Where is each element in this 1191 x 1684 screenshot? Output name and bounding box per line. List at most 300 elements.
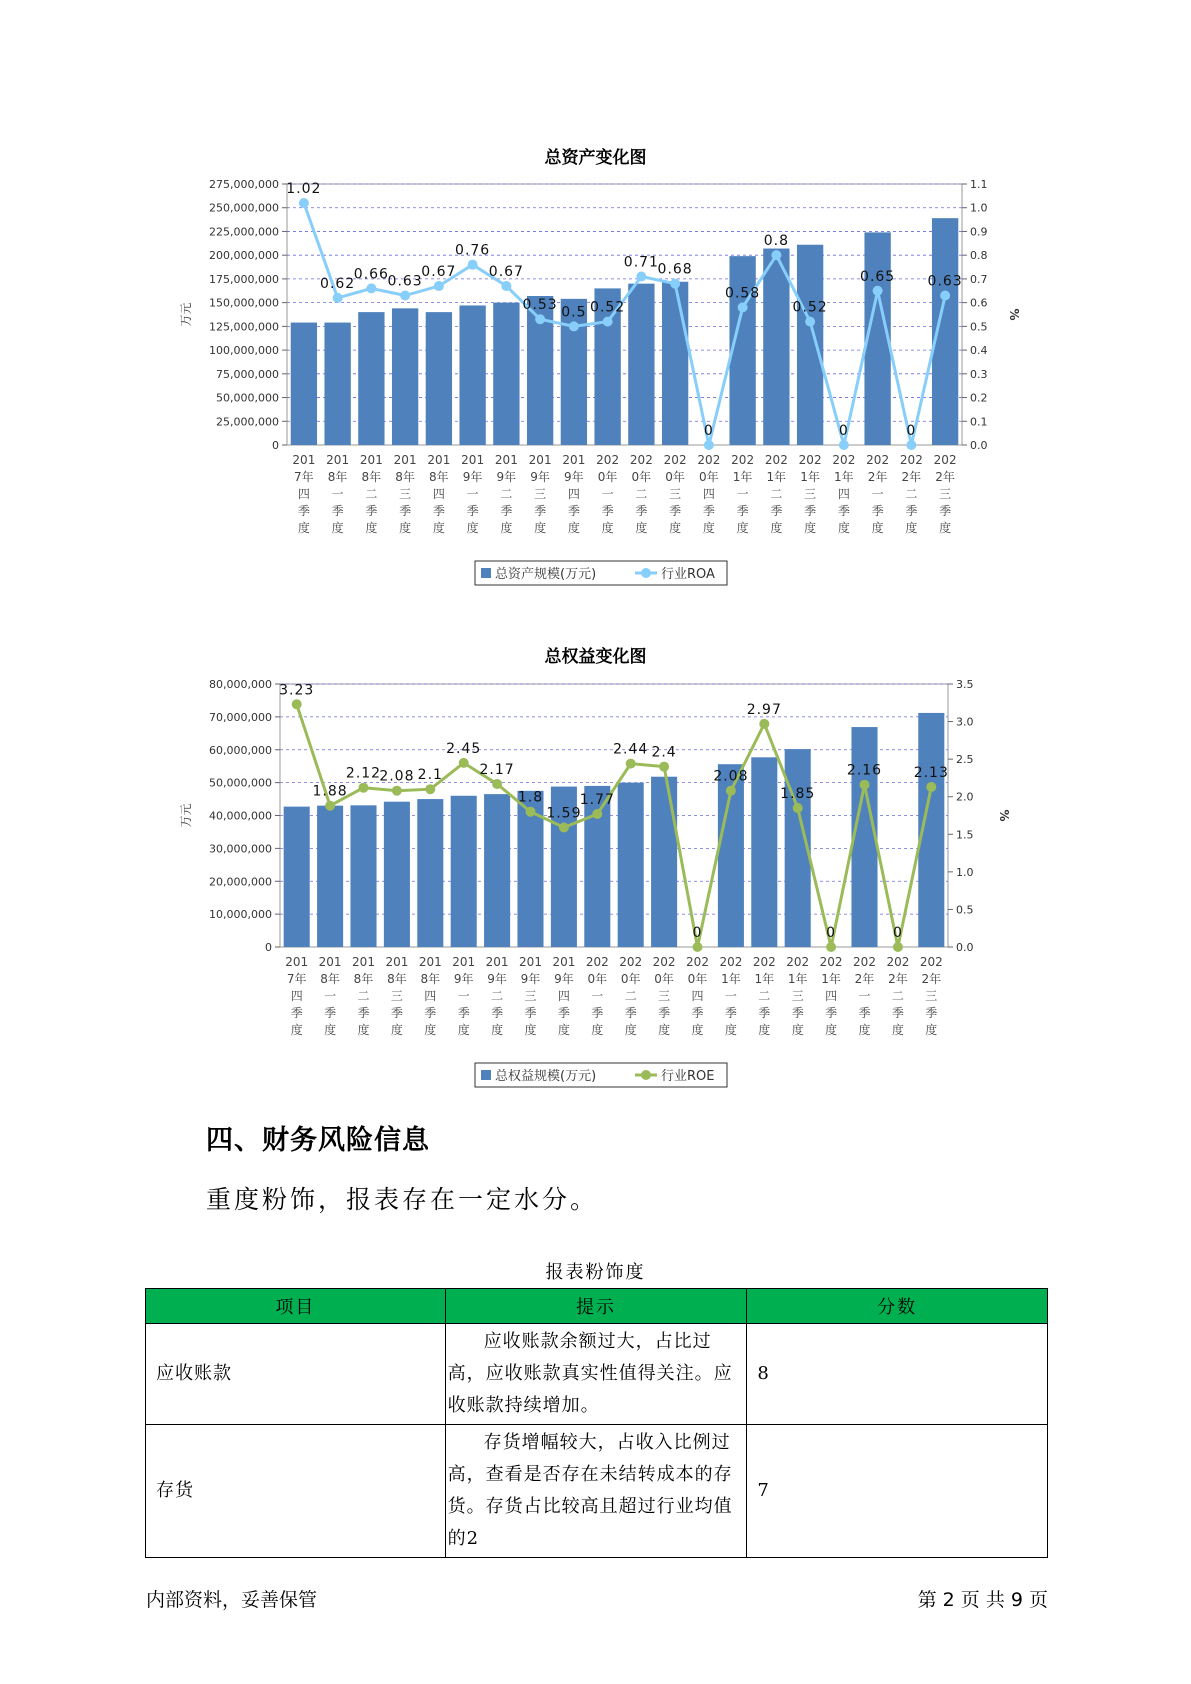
category-label: 季 xyxy=(457,1006,470,1020)
category-label: 201 xyxy=(562,453,586,467)
category-label: 9年 xyxy=(520,972,541,986)
category-label: 202 xyxy=(764,453,788,467)
bar xyxy=(493,303,519,445)
category-label: 季 xyxy=(297,504,310,518)
category-label: 季 xyxy=(770,504,783,518)
data-label: 2.44 xyxy=(613,741,649,758)
category-label: 季 xyxy=(724,1006,737,1020)
bar xyxy=(763,249,789,445)
left-tick-label: 10,000,000 xyxy=(209,908,272,922)
category-label: 8年 xyxy=(353,972,374,986)
category-label: 季 xyxy=(324,1006,337,1020)
data-label: 0.58 xyxy=(725,285,761,302)
assets-chart-svg xyxy=(0,170,1191,590)
data-label: 2.1 xyxy=(417,767,443,784)
line-point xyxy=(636,272,646,282)
bar xyxy=(384,802,410,947)
category-label: 202 xyxy=(697,453,721,467)
data-label: 0.71 xyxy=(623,254,659,271)
right-tick-label: 0.4 xyxy=(970,344,988,358)
left-tick-label: 60,000,000 xyxy=(209,743,272,757)
data-label: 3.23 xyxy=(279,682,315,699)
category-label: 一 xyxy=(457,989,470,1003)
category-label: 202 xyxy=(752,955,776,969)
category-label: 9年 xyxy=(496,470,517,484)
category-label: 度 xyxy=(658,1023,671,1037)
line-point xyxy=(839,440,849,450)
category-label: 季 xyxy=(365,504,378,518)
line-point xyxy=(738,302,748,312)
data-label: 2.12 xyxy=(345,765,382,782)
category-label: 度 xyxy=(905,521,918,535)
category-label: 202 xyxy=(686,955,709,969)
category-label: 201 xyxy=(393,453,417,467)
category-label: 度 xyxy=(635,521,648,535)
category-label: 三 xyxy=(804,487,817,501)
left-tick-label: 50,000,000 xyxy=(209,776,272,790)
bar xyxy=(350,805,376,947)
category-label: 度 xyxy=(424,1023,437,1037)
right-tick-label: 0.5 xyxy=(970,320,988,334)
right-tick-label: 0.8 xyxy=(970,249,988,263)
category-label: 度 xyxy=(858,1023,871,1037)
left-tick-label: 225,000,000 xyxy=(209,225,279,239)
row-score: 7 xyxy=(747,1425,1048,1558)
line-point xyxy=(559,823,569,833)
category-label: 2年 xyxy=(935,470,955,484)
category-label: 度 xyxy=(837,521,850,535)
column-header-hint: 提示 xyxy=(445,1289,747,1324)
data-label: 0.53 xyxy=(522,297,558,314)
right-tick-label: 0.3 xyxy=(970,367,988,381)
equity-chart-svg xyxy=(0,670,1191,1090)
line-point xyxy=(659,762,669,772)
line-point xyxy=(626,759,636,769)
category-label: 202 xyxy=(886,955,910,969)
category-label: 201 xyxy=(318,955,342,969)
right-tick-label: 0.1 xyxy=(970,415,988,429)
plot-area xyxy=(280,684,948,947)
category-label: 三 xyxy=(669,487,682,501)
category-label: 季 xyxy=(804,504,817,518)
line-point xyxy=(926,782,936,792)
data-label: 0 xyxy=(826,925,837,941)
right-tick-label: 2.0 xyxy=(956,790,974,804)
category-label: 度 xyxy=(770,521,783,535)
line-point xyxy=(793,803,803,813)
category-label: 三 xyxy=(791,989,804,1003)
category-label: 9年 xyxy=(530,470,550,484)
category-label: 二 xyxy=(624,989,637,1003)
category-label: 度 xyxy=(925,1023,938,1037)
category-label: 202 xyxy=(663,453,687,467)
category-label: 1年 xyxy=(766,470,787,484)
line-point xyxy=(906,440,916,450)
right-tick-label: 0.7 xyxy=(970,272,988,286)
left-tick-label: 0 xyxy=(272,439,279,452)
right-axis-unit: % xyxy=(1007,308,1021,321)
left-tick-label: 0 xyxy=(265,941,272,954)
left-tick-label: 125,000,000 xyxy=(209,320,279,334)
category-label: 202 xyxy=(853,955,876,969)
category-label: 季 xyxy=(491,1006,504,1020)
line-point xyxy=(492,779,502,789)
category-label: 季 xyxy=(524,1006,537,1020)
category-label: 季 xyxy=(736,504,749,518)
left-tick-label: 275,000,000 xyxy=(209,178,279,191)
category-label: 季 xyxy=(432,504,445,518)
left-tick-label: 20,000,000 xyxy=(209,875,272,889)
category-label: 度 xyxy=(939,521,952,535)
category-label: 度 xyxy=(500,521,513,535)
data-label: 1.02 xyxy=(286,180,322,197)
category-label: 201 xyxy=(285,955,309,969)
category-label: 度 xyxy=(758,1023,771,1037)
category-label: 201 xyxy=(326,453,350,467)
equity-chart xyxy=(0,670,1191,1090)
right-tick-label: 1.0 xyxy=(956,865,974,879)
category-label: 度 xyxy=(290,1023,303,1037)
category-label: 9年 xyxy=(453,972,474,986)
line-point xyxy=(873,286,883,296)
category-label: 202 xyxy=(596,453,620,467)
footer-page-number: 第 2 页 共 9 页 xyxy=(917,1589,1048,1611)
category-label: 四 xyxy=(837,487,850,501)
legend-line-marker xyxy=(641,1070,651,1080)
right-axis-unit: % xyxy=(997,809,1011,822)
category-label: 季 xyxy=(858,1006,871,1020)
category-label: 201 xyxy=(359,453,383,467)
category-label: 季 xyxy=(424,1006,437,1020)
section-heading: 四、财务风险信息 xyxy=(206,1125,430,1156)
category-label: 一 xyxy=(858,989,871,1003)
category-label: 二 xyxy=(500,487,513,501)
data-label: 2.4 xyxy=(651,744,677,761)
left-tick-label: 150,000,000 xyxy=(209,296,279,310)
category-label: 一 xyxy=(724,989,737,1003)
category-label: 度 xyxy=(557,1023,570,1037)
category-label: 202 xyxy=(652,955,676,969)
category-label: 7年 xyxy=(286,972,307,986)
category-label: 季 xyxy=(567,504,580,518)
line-point xyxy=(940,291,950,301)
line-point xyxy=(333,293,343,303)
legend-bar-swatch xyxy=(481,1070,491,1080)
line-point xyxy=(400,291,410,301)
right-tick-label: 3.0 xyxy=(956,715,974,729)
data-label: 2.08 xyxy=(713,768,749,785)
category-label: 201 xyxy=(528,453,552,467)
line-point xyxy=(771,250,781,260)
left-tick-label: 175,000,000 xyxy=(209,272,279,286)
category-label: 201 xyxy=(385,955,409,969)
category-label: 8年 xyxy=(361,470,382,484)
bar xyxy=(324,323,350,445)
left-tick-label: 75,000,000 xyxy=(216,367,279,381)
category-label: 201 xyxy=(352,955,375,969)
bar xyxy=(291,323,317,445)
category-label: 二 xyxy=(357,989,370,1003)
line-point xyxy=(704,440,714,450)
category-label: 度 xyxy=(591,1023,604,1037)
left-tick-label: 50,000,000 xyxy=(216,391,279,405)
bar xyxy=(426,312,452,445)
category-label: 二 xyxy=(770,487,783,501)
data-label: 0.68 xyxy=(657,261,693,278)
category-label: 202 xyxy=(919,955,943,969)
category-label: 季 xyxy=(591,1006,604,1020)
category-label: 四 xyxy=(290,989,303,1003)
category-label: 度 xyxy=(624,1023,637,1037)
category-label: 度 xyxy=(466,521,479,535)
category-label: 202 xyxy=(786,955,810,969)
category-label: 9年 xyxy=(487,972,507,986)
category-label: 202 xyxy=(819,955,843,969)
category-label: 202 xyxy=(798,453,822,467)
line-point xyxy=(592,809,602,819)
category-label: 度 xyxy=(736,521,749,535)
category-label: 季 xyxy=(791,1006,804,1020)
chart-title-assets: 总资产变化图 xyxy=(544,148,647,168)
data-label: 0 xyxy=(838,423,849,439)
left-axis-unit: 万元 xyxy=(179,803,193,828)
category-label: 8年 xyxy=(387,972,407,986)
category-label: 202 xyxy=(719,955,743,969)
category-label: 度 xyxy=(891,1023,904,1037)
bar xyxy=(484,794,510,947)
line-point xyxy=(535,314,545,324)
category-label: 季 xyxy=(925,1006,938,1020)
category-label: 季 xyxy=(939,504,952,518)
category-label: 三 xyxy=(524,989,537,1003)
right-tick-label: 0.9 xyxy=(970,225,988,239)
category-label: 201 xyxy=(461,453,485,467)
category-label: 度 xyxy=(399,521,412,535)
category-label: 202 xyxy=(585,955,609,969)
legend-line-label: 行业ROA xyxy=(661,567,715,582)
category-label: 一 xyxy=(591,989,604,1003)
assets-chart xyxy=(0,170,1191,590)
category-label: 1年 xyxy=(800,470,820,484)
category-label: 2年 xyxy=(888,972,908,986)
data-label: 0 xyxy=(692,925,703,941)
data-label: 0.76 xyxy=(455,242,491,259)
risk-table xyxy=(145,1288,1048,1558)
category-label: 201 xyxy=(519,955,542,969)
category-label: 季 xyxy=(658,1006,671,1020)
line-point xyxy=(805,317,815,327)
row-hint: 存货增幅较大，占收入比例过高，查看是否存在未结转成本的存货。存货占比较高且超过行业均值的2 xyxy=(445,1425,747,1558)
row-score: 8 xyxy=(747,1324,1048,1425)
left-tick-label: 40,000,000 xyxy=(209,809,272,823)
data-label: 0.52 xyxy=(590,299,626,316)
bar xyxy=(451,796,477,947)
category-label: 一 xyxy=(331,487,344,501)
legend-bar-label: 总资产规模(万元) xyxy=(495,567,597,582)
category-label: 8年 xyxy=(429,470,449,484)
data-label: 1.77 xyxy=(579,791,615,808)
bar xyxy=(284,807,310,947)
category-label: 二 xyxy=(891,989,904,1003)
category-label: 度 xyxy=(871,521,884,535)
category-label: 季 xyxy=(534,504,547,518)
category-label: 201 xyxy=(552,955,576,969)
category-label: 度 xyxy=(601,521,614,535)
category-label: 8年 xyxy=(320,972,340,986)
category-label: 二 xyxy=(635,487,648,501)
category-label: 四 xyxy=(567,487,580,501)
category-label: 三 xyxy=(658,989,671,1003)
category-label: 度 xyxy=(390,1023,403,1037)
data-label: 1.88 xyxy=(312,783,348,800)
category-label: 9年 xyxy=(564,470,584,484)
data-label: 0.65 xyxy=(860,268,896,285)
category-label: 1年 xyxy=(754,972,775,986)
category-label: 度 xyxy=(432,521,445,535)
bar xyxy=(392,308,418,445)
column-header-score: 分数 xyxy=(747,1289,1048,1324)
category-label: 0年 xyxy=(620,972,641,986)
category-label: 1年 xyxy=(787,972,808,986)
data-label: 1.85 xyxy=(780,785,816,802)
category-label: 季 xyxy=(331,504,344,518)
category-label: 度 xyxy=(567,521,580,535)
category-label: 度 xyxy=(691,1023,704,1037)
line-point xyxy=(468,260,478,270)
column-header-item: 项目 xyxy=(146,1289,446,1324)
bar xyxy=(317,806,343,947)
category-label: 2年 xyxy=(867,470,888,484)
category-label: 季 xyxy=(357,1006,370,1020)
left-tick-label: 80,000,000 xyxy=(209,678,272,691)
data-label: 0.63 xyxy=(927,273,963,290)
legend-line-marker xyxy=(641,568,651,578)
category-label: 三 xyxy=(390,989,403,1003)
category-label: 三 xyxy=(399,487,412,501)
line-point xyxy=(693,942,703,952)
category-label: 度 xyxy=(457,1023,470,1037)
category-label: 季 xyxy=(290,1006,303,1020)
category-label: 二 xyxy=(905,487,918,501)
category-label: 201 xyxy=(418,955,442,969)
line-point xyxy=(726,786,736,796)
line-point xyxy=(325,801,335,811)
right-tick-label: 2.5 xyxy=(956,753,974,767)
category-label: 季 xyxy=(601,504,614,518)
category-label: 1年 xyxy=(732,470,753,484)
category-label: 0年 xyxy=(687,972,708,986)
right-tick-label: 0.5 xyxy=(956,903,974,917)
category-label: 季 xyxy=(635,504,648,518)
category-label: 202 xyxy=(832,453,856,467)
category-label: 2年 xyxy=(901,470,922,484)
category-label: 202 xyxy=(731,453,755,467)
category-label: 202 xyxy=(629,453,653,467)
data-label: 2.08 xyxy=(379,768,415,785)
category-label: 2年 xyxy=(921,972,942,986)
category-label: 四 xyxy=(297,487,310,501)
category-label: 9年 xyxy=(554,972,574,986)
data-label: 0.8 xyxy=(763,233,790,250)
category-label: 1年 xyxy=(834,470,854,484)
category-label: 二 xyxy=(491,989,504,1003)
category-label: 一 xyxy=(324,989,337,1003)
data-label: 0 xyxy=(906,423,917,439)
data-label: 1.8 xyxy=(517,789,544,806)
bar xyxy=(358,312,384,445)
category-label: 四 xyxy=(432,487,445,501)
line-point xyxy=(501,281,511,291)
category-label: 度 xyxy=(324,1023,337,1037)
category-label: 二 xyxy=(365,487,378,501)
category-label: 202 xyxy=(866,453,890,467)
category-label: 202 xyxy=(619,955,643,969)
category-label: 度 xyxy=(524,1023,537,1037)
category-label: 一 xyxy=(871,487,884,501)
right-tick-label: 1.5 xyxy=(956,828,974,842)
table-header-row xyxy=(146,1289,1048,1324)
category-label: 季 xyxy=(825,1006,838,1020)
data-label: 2.17 xyxy=(479,761,515,778)
category-label: 0年 xyxy=(699,470,719,484)
table-row xyxy=(146,1425,1048,1558)
right-tick-label: 1.0 xyxy=(970,201,988,215)
data-label: 1.59 xyxy=(546,805,582,822)
category-label: 四 xyxy=(825,989,838,1003)
line-point xyxy=(425,784,435,794)
category-label: 四 xyxy=(557,989,570,1003)
category-label: 一 xyxy=(601,487,614,501)
left-axis-unit: 万元 xyxy=(179,302,193,327)
category-label: 季 xyxy=(691,1006,704,1020)
data-label: 0 xyxy=(703,423,714,439)
line-point xyxy=(759,719,769,729)
row-item: 存货 xyxy=(146,1425,446,1558)
category-label: 1年 xyxy=(721,972,741,986)
left-tick-label: 30,000,000 xyxy=(209,842,272,856)
category-label: 季 xyxy=(390,1006,403,1020)
bar xyxy=(618,783,644,947)
chart-title-equity: 总权益变化图 xyxy=(544,647,647,667)
data-label: 2.13 xyxy=(913,764,949,781)
category-label: 度 xyxy=(331,521,344,535)
data-label: 0 xyxy=(892,925,903,941)
right-tick-label: 0.2 xyxy=(970,391,988,405)
category-label: 度 xyxy=(365,521,378,535)
category-label: 度 xyxy=(724,1023,737,1037)
category-label: 度 xyxy=(534,521,547,535)
category-label: 0年 xyxy=(665,470,685,484)
bar xyxy=(751,757,777,947)
category-label: 度 xyxy=(804,521,817,535)
category-label: 季 xyxy=(702,504,715,518)
category-label: 0年 xyxy=(597,470,618,484)
line-point xyxy=(670,279,680,289)
footer-confidential: 内部资料，妥善保管 xyxy=(146,1589,318,1611)
category-label: 季 xyxy=(891,1006,904,1020)
table-row xyxy=(146,1324,1048,1425)
line-point xyxy=(526,807,536,817)
category-label: 9年 xyxy=(462,470,483,484)
category-label: 8年 xyxy=(420,972,441,986)
line-point xyxy=(893,942,903,952)
category-label: 8年 xyxy=(327,470,348,484)
data-label: 0.5 xyxy=(561,304,587,321)
line-point xyxy=(366,283,376,293)
right-tick-label: 0.6 xyxy=(970,296,988,310)
category-label: 202 xyxy=(899,453,923,467)
data-label: 2.97 xyxy=(746,701,782,718)
